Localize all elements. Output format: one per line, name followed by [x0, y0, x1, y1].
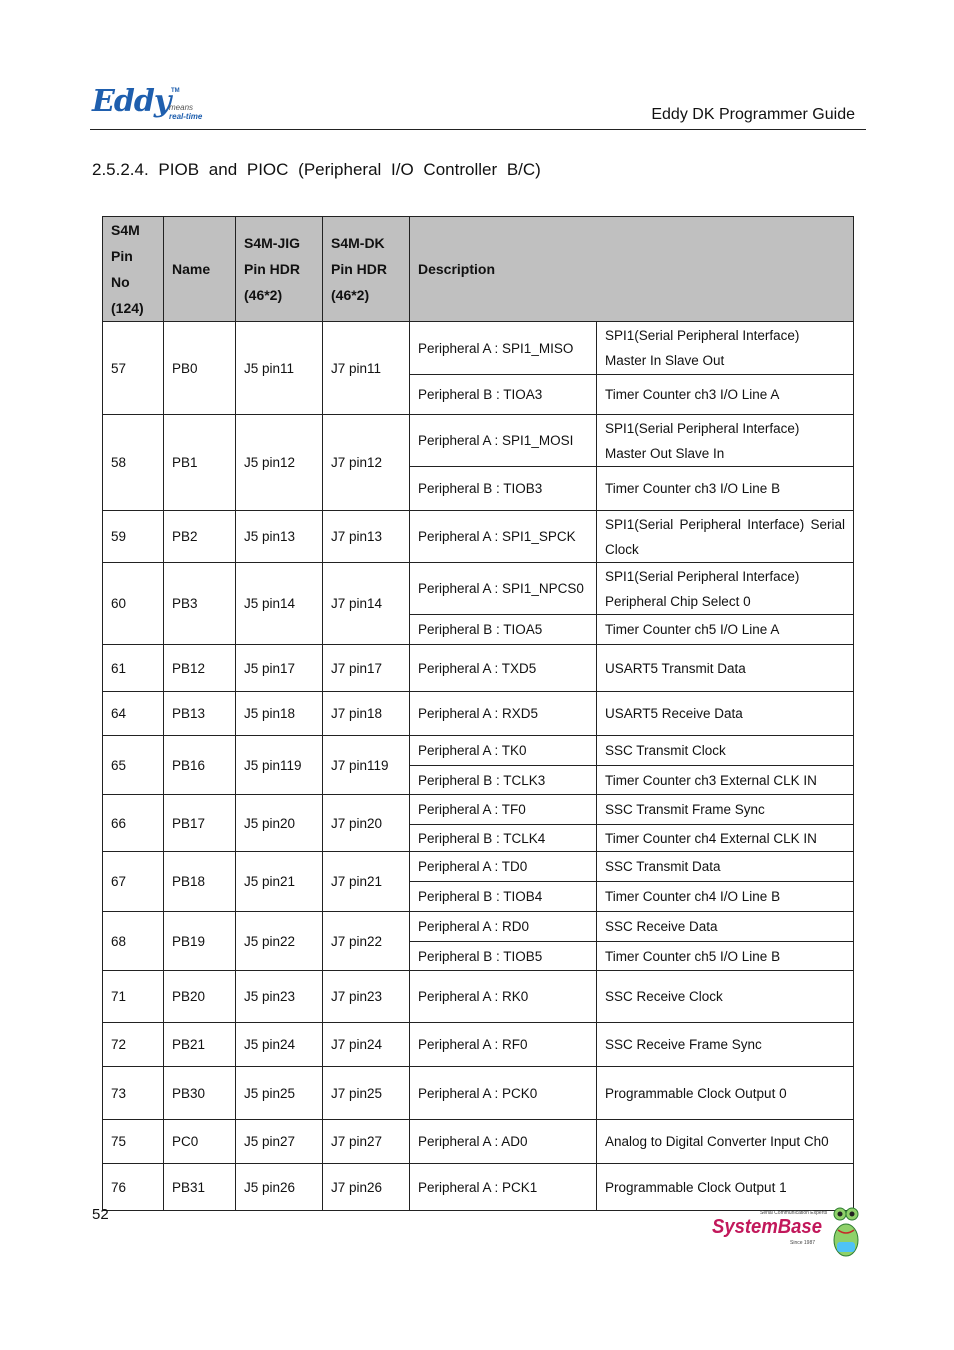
- jig-header-cell: J5 pin12: [236, 415, 323, 511]
- pin-number-cell: 71: [103, 971, 164, 1023]
- description-line: Programmable Clock Output 1: [605, 1179, 787, 1195]
- pin-number-cell: 58: [103, 415, 164, 511]
- pin-table-body: [103, 322, 854, 1211]
- systembase-logo: [710, 1200, 864, 1262]
- jig-header-cell: J5 pin24: [236, 1023, 323, 1067]
- brand-name: SystemBase: [712, 1216, 822, 1238]
- pin-name-cell: PB19: [164, 912, 236, 971]
- pin-name-cell: PB17: [164, 795, 236, 852]
- dk-header-cell: J7 pin20: [323, 795, 410, 852]
- document-title: Eddy DK Programmer Guide: [651, 106, 855, 123]
- jig-header-cell: J5 pin18: [236, 692, 323, 736]
- table-header-row: [103, 217, 854, 322]
- table-row: [103, 971, 854, 1023]
- description-line: USART5 Receive Data: [605, 706, 743, 721]
- peripheral-function-cell: Peripheral A : TK0: [410, 736, 597, 766]
- header-line: S4M-DK: [331, 235, 385, 251]
- description-cell: [597, 645, 854, 692]
- description-line: USART5 Transmit Data: [605, 660, 746, 676]
- dk-header-cell: J7 pin25: [323, 1067, 410, 1120]
- description-line: Timer Counter ch5 I/O Line B: [605, 948, 781, 964]
- peripheral-function-cell: Peripheral A : PCK1: [410, 1164, 597, 1211]
- pin-number-cell: 64: [103, 692, 164, 736]
- description-line: Timer Counter ch5 I/O Line A: [605, 622, 780, 637]
- jig-header-cell: J5 pin23: [236, 971, 323, 1023]
- dk-header-cell: J7 pin24: [323, 1023, 410, 1067]
- peripheral-function-cell: Peripheral B : TIOA5: [410, 615, 597, 645]
- description-cell: [597, 1067, 854, 1120]
- table-row: [103, 1067, 854, 1120]
- description-cell: [597, 415, 854, 467]
- logo-tagline-realtime: real-time: [169, 112, 203, 121]
- header-line: Pin HDR: [244, 261, 300, 277]
- peripheral-function-cell: Peripheral B : TCLK3: [410, 766, 597, 795]
- description-line: Timer Counter ch4 External CLK IN: [605, 830, 817, 846]
- table-row: [103, 1023, 854, 1067]
- pin-name-cell: PB13: [164, 692, 236, 736]
- header-line: (46*2): [244, 287, 283, 303]
- pin-number-cell: 65: [103, 736, 164, 795]
- table-row: [103, 511, 854, 563]
- header-line: S4M-JIG: [244, 235, 301, 251]
- description-line: Master Out Slave In: [605, 445, 725, 461]
- dk-header-cell: J7 pin17: [323, 645, 410, 692]
- table-row: [103, 736, 854, 766]
- description-line: Timer Counter ch3 External CLK IN: [605, 772, 817, 788]
- dk-header-cell: J7 pin26: [323, 1164, 410, 1211]
- peripheral-function-cell: Peripheral A : TF0: [410, 795, 597, 825]
- description-line: Timer Counter ch4 I/O Line B: [605, 889, 781, 904]
- brand-tagline: Serial Communication Experts: [760, 1210, 828, 1216]
- table-row: [103, 415, 854, 467]
- header-dk: [323, 217, 410, 322]
- header-line: (124): [111, 300, 144, 316]
- description-cell: [597, 912, 854, 942]
- pin-number-cell: 75: [103, 1120, 164, 1164]
- description-cell: [597, 825, 854, 852]
- pin-number-cell: 72: [103, 1023, 164, 1067]
- pin-number-cell: 66: [103, 795, 164, 852]
- description-line: Analog to Digital Converter Input Ch0: [605, 1134, 829, 1149]
- description-cell: [597, 971, 854, 1023]
- pin-name-cell: PB20: [164, 971, 236, 1023]
- jig-header-cell: J5 pin14: [236, 563, 323, 645]
- logo-tagline-means: means: [169, 103, 194, 112]
- header-line: Pin HDR: [331, 261, 387, 277]
- table-row: [103, 322, 854, 375]
- header-line: S4M: [111, 222, 140, 238]
- description-line: SPI1(Serial Peripheral Interface): [605, 420, 800, 436]
- page-number: 52: [92, 1206, 109, 1223]
- description-cell: [597, 563, 854, 615]
- pin-name-cell: PB2: [164, 511, 236, 563]
- header-name: Name: [164, 217, 236, 322]
- pin-name-cell: PB30: [164, 1067, 236, 1120]
- jig-header-cell: J5 pin13: [236, 511, 323, 563]
- brand-since: Since 1987: [790, 1240, 816, 1246]
- description-line: SPI1(Serial Peripheral Interface) Serial: [605, 516, 846, 532]
- table-row: [103, 912, 854, 942]
- pin-name-cell: PB31: [164, 1164, 236, 1211]
- description-line: Timer Counter ch3 I/O Line B: [605, 481, 781, 496]
- description-cell: [597, 467, 854, 511]
- header-jig: [236, 217, 323, 322]
- jig-header-cell: J5 pin21: [236, 852, 323, 912]
- peripheral-function-cell: Peripheral A : TD0: [410, 852, 597, 882]
- dk-header-cell: J7 pin119: [323, 736, 410, 795]
- table-row: [103, 645, 854, 692]
- dk-header-cell: J7 pin23: [323, 971, 410, 1023]
- pin-number-cell: 67: [103, 852, 164, 912]
- table-row: [103, 563, 854, 615]
- peripheral-function-cell: Peripheral A : RD0: [410, 912, 597, 942]
- description-cell: [597, 795, 854, 825]
- peripheral-function-cell: Peripheral A : TXD5: [410, 645, 597, 692]
- peripheral-function-cell: Peripheral A : SPI1_NPCS0: [410, 563, 597, 615]
- header-pin-no: [103, 217, 164, 322]
- dk-header-cell: J7 pin18: [323, 692, 410, 736]
- table-row: [103, 852, 854, 882]
- description-cell: [597, 942, 854, 971]
- jig-header-cell: J5 pin25: [236, 1067, 323, 1120]
- dk-header-cell: J7 pin27: [323, 1120, 410, 1164]
- frog-mascot-icon: [834, 1208, 858, 1256]
- jig-header-cell: J5 pin11: [236, 322, 323, 415]
- description-line: Clock: [605, 541, 639, 557]
- description-line: SSC Receive Clock: [605, 989, 723, 1004]
- peripheral-function-cell: Peripheral B : TIOA3: [410, 375, 597, 415]
- jig-header-cell: J5 pin22: [236, 912, 323, 971]
- header-line: Pin No: [111, 248, 133, 290]
- description-cell: [597, 375, 854, 415]
- peripheral-function-cell: Peripheral B : TCLK4: [410, 825, 597, 852]
- dk-header-cell: J7 pin22: [323, 912, 410, 971]
- peripheral-function-cell: Peripheral A : RK0: [410, 971, 597, 1023]
- jig-header-cell: J5 pin27: [236, 1120, 323, 1164]
- description-cell: [597, 766, 854, 795]
- peripheral-function-cell: Peripheral A : RXD5: [410, 692, 597, 736]
- description-line: Master In Slave Out: [605, 353, 725, 368]
- pin-number-cell: 68: [103, 912, 164, 971]
- pin-name-cell: PB21: [164, 1023, 236, 1067]
- pin-number-cell: 57: [103, 322, 164, 415]
- description-line: SSC Receive Data: [605, 919, 718, 934]
- pin-number-cell: 61: [103, 645, 164, 692]
- peripheral-function-cell: Peripheral B : TIOB5: [410, 942, 597, 971]
- peripheral-function-cell: Peripheral A : SPI1_SPCK: [410, 511, 597, 563]
- pin-number-cell: 59: [103, 511, 164, 563]
- header-description: Description: [410, 217, 854, 322]
- pin-name-cell: PB16: [164, 736, 236, 795]
- eddy-logo: [92, 84, 222, 130]
- section-heading: 2.5.2.4. PIOB and PIOC (Peripheral I/O Controller B/C): [92, 160, 541, 179]
- description-cell: [597, 511, 854, 563]
- description-cell: [597, 322, 854, 375]
- jig-header-cell: J5 pin20: [236, 795, 323, 852]
- dk-header-cell: J7 pin11: [323, 322, 410, 415]
- description-cell: [597, 852, 854, 882]
- description-line: SPI1(Serial Peripheral Interface): [605, 568, 800, 584]
- description-line: SSC Receive Frame Sync: [605, 1037, 762, 1052]
- dk-header-cell: J7 pin21: [323, 852, 410, 912]
- pin-name-cell: PB18: [164, 852, 236, 912]
- peripheral-function-cell: Peripheral A : RF0: [410, 1023, 597, 1067]
- pin-number-cell: 60: [103, 563, 164, 645]
- dk-header-cell: J7 pin13: [323, 511, 410, 563]
- jig-header-cell: J5 pin119: [236, 736, 323, 795]
- description-line: SPI1(Serial Peripheral Interface): [605, 328, 800, 343]
- peripheral-function-cell: Peripheral A : SPI1_MISO: [410, 322, 597, 375]
- pin-number-cell: 76: [103, 1164, 164, 1211]
- pin-name-cell: PB1: [164, 415, 236, 511]
- pin-name-cell: PB3: [164, 563, 236, 645]
- description-cell: [597, 1120, 854, 1164]
- description-cell: [597, 615, 854, 645]
- logo-wordmark: Eddy: [92, 84, 171, 119]
- pin-number-cell: 73: [103, 1067, 164, 1120]
- peripheral-function-cell: Peripheral B : TIOB3: [410, 467, 597, 511]
- description-line: Programmable Clock Output 0: [605, 1085, 787, 1101]
- peripheral-function-cell: Peripheral A : AD0: [410, 1120, 597, 1164]
- table-row: [103, 795, 854, 825]
- description-line: Timer Counter ch3 I/O Line A: [605, 387, 780, 402]
- description-cell: [597, 736, 854, 766]
- description-cell: [597, 1023, 854, 1067]
- table-row: [103, 692, 854, 736]
- jig-header-cell: J5 pin17: [236, 645, 323, 692]
- dk-header-cell: J7 pin14: [323, 563, 410, 645]
- peripheral-function-cell: Peripheral A : SPI1_MOSI: [410, 415, 597, 467]
- table-row: [103, 1120, 854, 1164]
- pin-name-cell: PB12: [164, 645, 236, 692]
- peripheral-function-cell: Peripheral A : PCK0: [410, 1067, 597, 1120]
- jig-header-cell: J5 pin26: [236, 1164, 323, 1211]
- header-line: (46*2): [331, 287, 370, 303]
- description-line: SSC Transmit Data: [605, 859, 721, 874]
- description-line: SSC Transmit Frame Sync: [605, 802, 765, 817]
- logo-trademark: TM: [171, 88, 180, 94]
- description-cell: [597, 692, 854, 736]
- description-cell: [597, 882, 854, 912]
- pin-name-cell: PB0: [164, 322, 236, 415]
- pin-table: [102, 216, 854, 1211]
- dk-header-cell: J7 pin12: [323, 415, 410, 511]
- pin-name-cell: PC0: [164, 1120, 236, 1164]
- header-divider: [90, 129, 866, 130]
- description-line: Peripheral Chip Select 0: [605, 593, 751, 609]
- peripheral-function-cell: Peripheral B : TIOB4: [410, 882, 597, 912]
- description-line: SSC Transmit Clock: [605, 743, 726, 758]
